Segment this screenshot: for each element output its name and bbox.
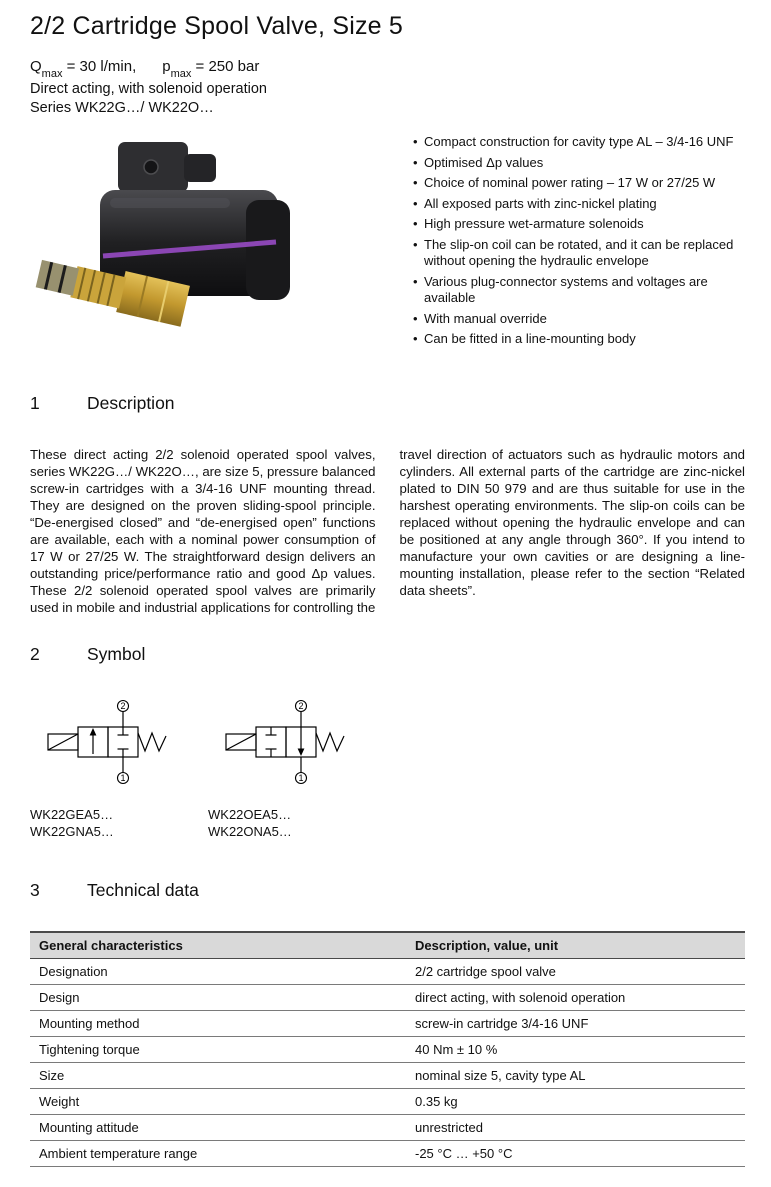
connector-plug — [118, 142, 216, 192]
table-row — [30, 1063, 745, 1089]
feature-text: Optimised Δp values — [424, 154, 544, 170]
intro-row — [30, 132, 745, 365]
table-row — [30, 1089, 745, 1115]
symbol-label: WK22ONA5… — [208, 824, 292, 839]
table-cell-value: 2/2 cartridge spool valve — [406, 959, 745, 985]
solenoid-actuator-icon — [226, 734, 256, 750]
symbol-label: WK22OEA5… — [208, 807, 292, 822]
table-cell-label: Designation — [30, 959, 406, 985]
table-cell-value: -25 °C … +50 °C — [406, 1141, 745, 1167]
section-title: Technical data — [87, 880, 199, 900]
section-heading-technical-data — [30, 880, 745, 901]
hydraulic-symbol-closed — [30, 697, 190, 789]
section-number: 1 — [30, 393, 40, 413]
feature-item — [412, 274, 734, 307]
description-columns — [30, 446, 745, 616]
valve-tip — [36, 260, 79, 296]
table-cell-label: Weight — [30, 1089, 406, 1115]
table-cell-label: Mounting method — [30, 1011, 406, 1037]
feature-item — [412, 311, 734, 328]
pmax-subscript: max — [170, 68, 192, 80]
table-cell-value: screw-in cartridge 3/4-16 UNF — [406, 1011, 745, 1037]
series-line: Series WK22G…/ WK22O… — [30, 100, 214, 116]
section-title: Symbol — [87, 644, 146, 664]
feature-item — [412, 175, 734, 192]
spec-line — [30, 58, 745, 78]
table-cell-value: direct acting, with solenoid operation — [406, 985, 745, 1011]
table-cell-label: Size — [30, 1063, 406, 1089]
svg-text:2: 2 — [298, 701, 304, 711]
operation-line: Direct acting, with solenoid operation — [30, 81, 267, 97]
svg-text:1: 1 — [120, 773, 126, 783]
product-photo-wrap — [30, 132, 412, 365]
table-header-row — [30, 932, 745, 959]
feature-item — [412, 134, 734, 151]
feature-text: Choice of nominal power rating – 17 W or 27/25 W — [424, 175, 716, 190]
symbol-label: WK22GNA5… — [30, 824, 114, 839]
symbol-labels — [208, 806, 386, 840]
qmax-value: = 30 l/min, — [62, 58, 137, 75]
symbol-block-1 — [30, 697, 208, 840]
table-cell-value: 0.35 kg — [406, 1089, 745, 1115]
technical-data-table — [30, 931, 745, 1167]
section-heading-description — [30, 393, 745, 414]
qmax-subscript: max — [41, 68, 63, 80]
feature-item — [412, 196, 734, 213]
feature-text: High pressure wet-armature solenoids — [424, 216, 644, 231]
table-row — [30, 1011, 745, 1037]
table-row — [30, 1141, 745, 1167]
description-column-left: These direct acting 2/2 solenoid operated spool valves, series WK22G…/ WK22O…, are size 5, pressure balanced screw-in cartridges with a 3/4-16 UNF mounting thread. They are designed on the proven sliding-spool principle. “De-energised closed” and “de-energised open” functions are available, each with a nominal power consumption of 17 W or 27/25 W. The straightforward design delivers an outstanding price/performance ratio and good Δp values. These 2/2 solenoid operated spool valves are primarily used in mobile and industrial applications for controlling the — [30, 447, 376, 615]
feature-item — [412, 331, 734, 348]
spring-icon — [138, 733, 166, 751]
table-cell-label: Ambient temperature range — [30, 1141, 406, 1167]
svg-text:2: 2 — [120, 701, 126, 711]
page-title: 2/2 Cartridge Spool Valve, Size 5 — [30, 12, 404, 40]
product-photo — [30, 132, 370, 360]
table-header-description: Description, value, unit — [406, 932, 745, 959]
table-row — [30, 1037, 745, 1063]
table-cell-label: Mounting attitude — [30, 1115, 406, 1141]
feature-text: All exposed parts with zinc-nickel plating — [424, 195, 657, 211]
feature-text: Can be fitted in a line-mounting body — [424, 331, 636, 346]
feature-text: The slip-on coil can be rotated, and it can be replaced without opening the hydraulic envelope — [424, 236, 734, 268]
feature-item — [412, 155, 734, 172]
pmax-symbol: p — [162, 58, 171, 75]
table-row — [30, 959, 745, 985]
table-row — [30, 985, 745, 1011]
table-cell-value: nominal size 5, cavity type AL — [406, 1063, 745, 1089]
hydraulic-symbol-open — [208, 697, 368, 789]
feature-item — [412, 216, 734, 233]
section-title: Description — [87, 393, 175, 413]
feature-text: With manual override — [424, 310, 547, 326]
spring-icon — [316, 733, 344, 751]
svg-text:1: 1 — [298, 773, 304, 783]
table-cell-label: Design — [30, 985, 406, 1011]
section-heading-symbol — [30, 644, 745, 665]
section-number: 2 — [30, 644, 40, 664]
section-number: 3 — [30, 880, 40, 900]
table-cell-label: Tightening torque — [30, 1037, 406, 1063]
table-cell-value: 40 Nm ± 10 % — [406, 1037, 745, 1063]
feature-text: Compact construction for cavity type AL – 3/4-16 UNF — [424, 134, 734, 149]
feature-list — [412, 132, 734, 352]
pmax-value: = 250 bar — [191, 58, 260, 75]
table-row — [30, 1115, 745, 1141]
table-header-general: General characteristics — [30, 932, 406, 959]
feature-item — [412, 237, 734, 270]
description-column-right: travel direction of actuators such as hydraulic motors and cylinders. All external parts of the cartridge are zinc-nickel plated to DIN 50 979 and are thus suitable for use in the harshest operating environments. The slip-on coils can be replaced without opening the hydraulic envelope and can be positioned at any angle through 360°. If you intend to manufacture your own cavities or are designing a line-mounting installation, please refer to the section “Related data sheets”. — [399, 447, 745, 598]
feature-text: Various plug-connector systems and voltages are available — [424, 273, 708, 305]
symbol-block-2 — [208, 697, 386, 840]
qmax-symbol: Q — [30, 58, 42, 75]
solenoid-actuator-icon — [48, 734, 78, 750]
table-cell-value: unrestricted — [406, 1115, 745, 1141]
symbol-labels — [30, 806, 208, 840]
symbol-label: WK22GEA5… — [30, 807, 114, 822]
symbols-row — [30, 697, 745, 840]
